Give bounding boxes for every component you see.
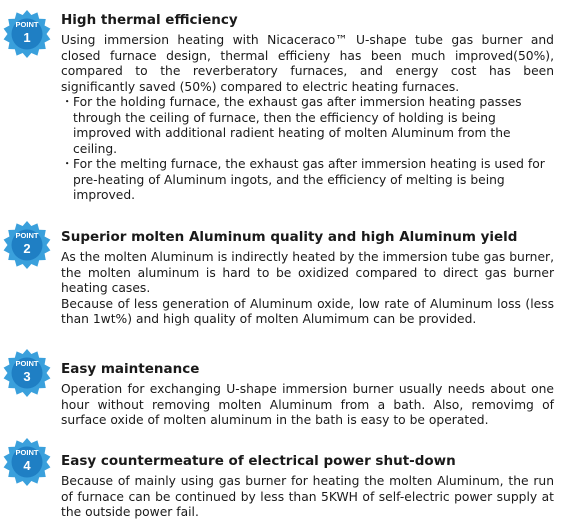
bullet-item <box>61 95 554 157</box>
point-content <box>61 9 554 204</box>
point-paragraph: Because of less generation of Aluminum oxide, low rate of Aluminum loss (less than 1wt%) and high quality of molten Alumimum can be provided. <box>61 296 554 326</box>
point-heading: Easy countermeature of electrical power shut-down <box>61 453 456 469</box>
starburst-badge-icon <box>2 220 52 270</box>
bullet-text: For the melting furnace, the exhaust gas after immersion heating is used for pre-heating of Aluminum ingots, and the efficiency of melting is being improved. <box>73 157 545 202</box>
bullet-item <box>61 157 554 204</box>
point-content <box>61 348 554 429</box>
badge-number: 2 <box>23 241 31 256</box>
badge-number: 4 <box>23 458 31 473</box>
starburst-badge-icon <box>2 437 52 487</box>
point-heading: Easy maintenance <box>61 361 200 377</box>
point-badge-icon <box>2 9 52 59</box>
point-paragraph: Because of mainly using gas burner for heating the molten Aluminum, the run of furnace can be continued by less than 5KWH of self-electric power supply at the outside power fail. <box>61 474 554 519</box>
point-badge-icon <box>2 220 52 270</box>
starburst-badge-icon <box>2 9 52 59</box>
bullet-icon: ・ <box>61 157 74 171</box>
point-paragraph: Operation for exchanging U-shape immersion burner usually needs about one hour without removing molten Aluminum from a bath. Also, removimg of surface oxide of molten aluminum in the bath is easy to be operated. <box>61 382 554 427</box>
starburst-badge-icon <box>2 348 52 398</box>
point-paragraph: As the molten Aluminum is indirectly heated by the immersion tube gas burner, the molten aluminum is hard to be oxidized compared to direct gas burner heating cases. <box>61 250 554 295</box>
badge-number: 1 <box>23 30 31 45</box>
point-paragraph: Using immersion heating with Nicaceraco™ U-shape tube gas burner and closed furnace design, thermal efficieny has been much improved(50%), compared to the reverberatory furnaces, and energy cost has been significantly saved (50%) compared to electric heating furnaces. <box>61 33 554 94</box>
point-heading: Superior molten Aluminum quality and high Aluminum yield <box>61 229 518 245</box>
bullet-icon: ・ <box>61 95 74 109</box>
point-heading: High thermal efficiency <box>61 12 238 28</box>
point-content <box>61 220 554 328</box>
point-badge-icon <box>2 437 52 487</box>
badge-label: POINT <box>15 231 39 240</box>
badge-label: POINT <box>15 448 39 457</box>
point-badge-icon <box>2 348 52 398</box>
badge-label: POINT <box>15 20 39 29</box>
bullet-text: For the holding furnace, the exhaust gas after immersion heating passes through the ceiling of furnace, then the efficiency of holding is being improved with additional radient heating of molten Aluminum from the ceiling. <box>73 95 522 156</box>
badge-label: POINT <box>15 359 39 368</box>
point-content <box>61 437 554 521</box>
badge-number: 3 <box>23 369 31 384</box>
